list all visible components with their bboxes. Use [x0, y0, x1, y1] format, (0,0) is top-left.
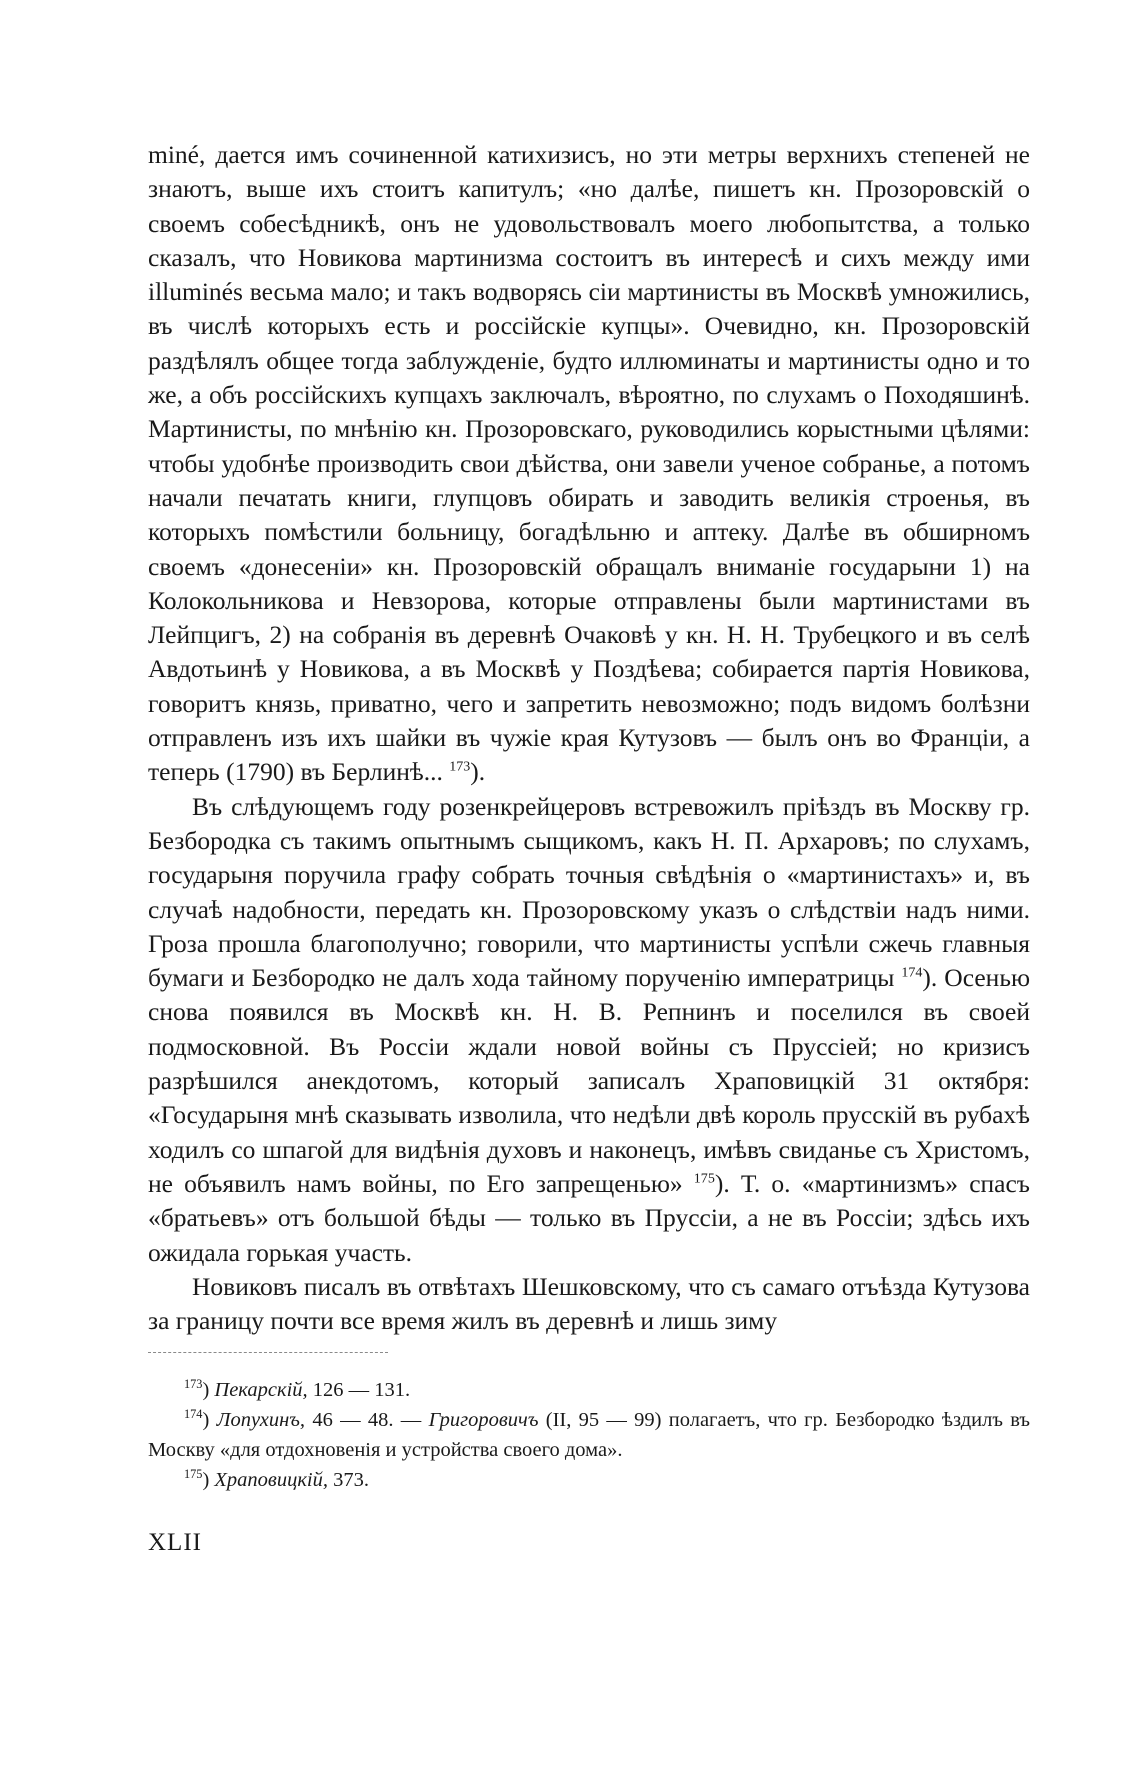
footnote-author: Лопухинъ,: [216, 1409, 306, 1432]
paragraph: [148, 138, 1030, 790]
footnote-number: 174: [184, 1407, 203, 1422]
text-segment: ). Осенью снова появился въ Москвѣ кн. Н. В. Репнинъ и поселился въ своей подмосковной. Въ Россіи ждали новой войны съ Пруссіей; но кризисъ разрѣшился анекдотомъ, который записалъ Храповицкій 31 октября: «Государыня мнѣ сказывать изволила, что недѣли двѣ король прусскій въ рубахѣ ходилъ со шпагой для видѣнія духовъ и наконецъ, имѣвъ свиданье съ Христомъ, не объявилъ намъ войны, по Его запрещенью»: [148, 963, 1030, 1198]
text-segment: ): [202, 1409, 217, 1432]
text-segment: miné, дается имъ сочиненной катихизисъ, но эти метры верхнихъ степеней не знаютъ, выше ихъ стоитъ капитулъ; «но далѣе, пишетъ кн. Прозоровскій о своемъ собесѣдникѣ, онъ не удовольствовалъ моего любопытства, а только сказалъ, что Новикова мартинизма состоитъ въ интересѣ и сихъ между ими illuminés весьма мало; и такъ водворясь сіи мартинисты въ Москвѣ умножились, въ числѣ которыхъ есть и россійскіе купцы». Очевидно, кн. Прозоровскій раздѣлялъ общее тогда заблужденіе, будто иллюминаты и мартинисты одно и то же, а объ россійскихъ купцахъ заключалъ, вѣроятно, по слухамъ о Походяшинѣ. Мартинисты, по мнѣнію кн. Прозоровскаго, руководились корыстными цѣлями: чтобы удобнѣе производить свои дѣйства, они завели ученое собранье, а потомъ начали печатать книги, глупцовъ обирать и заводить великія строенья, въ которыхъ помѣстили больницу, богадѣльню и аптеку. Далѣе въ обширномъ своемъ «донесеніи» кн. Прозоровскій обращалъ вниманіе государыни 1) на Колокольникова и Невзорова, которые отправлены были мартинистами въ Лейпцигъ, 2) на собранія въ деревнѣ Очаковѣ у кн. Н. Н. Трубецкого и въ селѣ Авдотьинѣ у Новикова, а въ Москвѣ у Поздѣева; собирается партія Новикова, говоритъ князь, приватно, чего и запретить невозможно; подъ видомъ болѣзни отправленъ изъ ихъ шайки въ чужіе края Кутузовъ — былъ онъ во Франціи, а теперь (1790) въ Берлинѣ...: [148, 140, 1030, 787]
footnote-separator: [148, 1352, 388, 1353]
footnote-author: Храповицкій,: [214, 1469, 328, 1492]
footnotes: [148, 1375, 1030, 1495]
paragraph: [148, 1270, 1030, 1339]
text-segment: ): [202, 1469, 215, 1492]
footnote-number: 173: [184, 1377, 203, 1392]
text-segment: ).: [470, 757, 486, 787]
footnote-author: Пекарскій,: [214, 1379, 308, 1402]
footnote-number: 175: [184, 1467, 203, 1482]
footnote-author: Григоровичъ: [428, 1409, 539, 1432]
footnote: [148, 1375, 1030, 1405]
footnote: [148, 1405, 1030, 1465]
text-segment: Въ слѣдующемъ году розенкрейцеровъ встревожилъ пріѣздъ въ Москву гр. Безбородка съ такимъ опытнымъ сыщикомъ, какъ Н. П. Архаровъ; по слухамъ, государыня поручила графу собрать точныя свѣдѣнія о «мартинистахъ» и, въ случаѣ надобности, передать кн. Прозоровскому указъ о слѣдствіи надъ ними. Гроза прошла благополучно; говорили, что мартинисты успѣли сжечь главныя бумаги и Безбородко не далъ хода тайному порученію императрицы: [148, 791, 1030, 993]
page-number: XLII: [148, 1529, 202, 1557]
book-page: [148, 138, 1030, 1557]
footnote-ref: 174: [901, 965, 923, 981]
text-segment: 46 — 48. —: [305, 1409, 429, 1432]
footnote-ref: 173: [449, 759, 471, 775]
footnote-ref: 175: [693, 1171, 715, 1187]
body-text: [148, 138, 1030, 1338]
text-segment: ). Т. о. «мартинизмъ» спасъ «братьевъ» отъ большой бѣды — только въ Пруссіи, а не въ Россіи; здѣсь ихъ ожидала горькая участь.: [148, 1168, 1030, 1267]
text-segment: Новиковъ писалъ въ отвѣтахъ Шешковскому, что съ самаго отъѣзда Кутузова за границу почти все время жилъ въ деревнѣ и лишь зиму: [148, 1271, 1030, 1336]
text-segment: (II, 95 — 99) полагаетъ, что гр. Безбородко ѣздилъ въ Москву «для отдохновенія и устройства своего дома».: [148, 1409, 1031, 1462]
paragraph: [148, 790, 1030, 1270]
text-segment: 126 — 131.: [307, 1379, 411, 1402]
text-segment: ): [202, 1379, 215, 1402]
text-segment: 373.: [328, 1469, 369, 1492]
footnote: [148, 1465, 1030, 1495]
